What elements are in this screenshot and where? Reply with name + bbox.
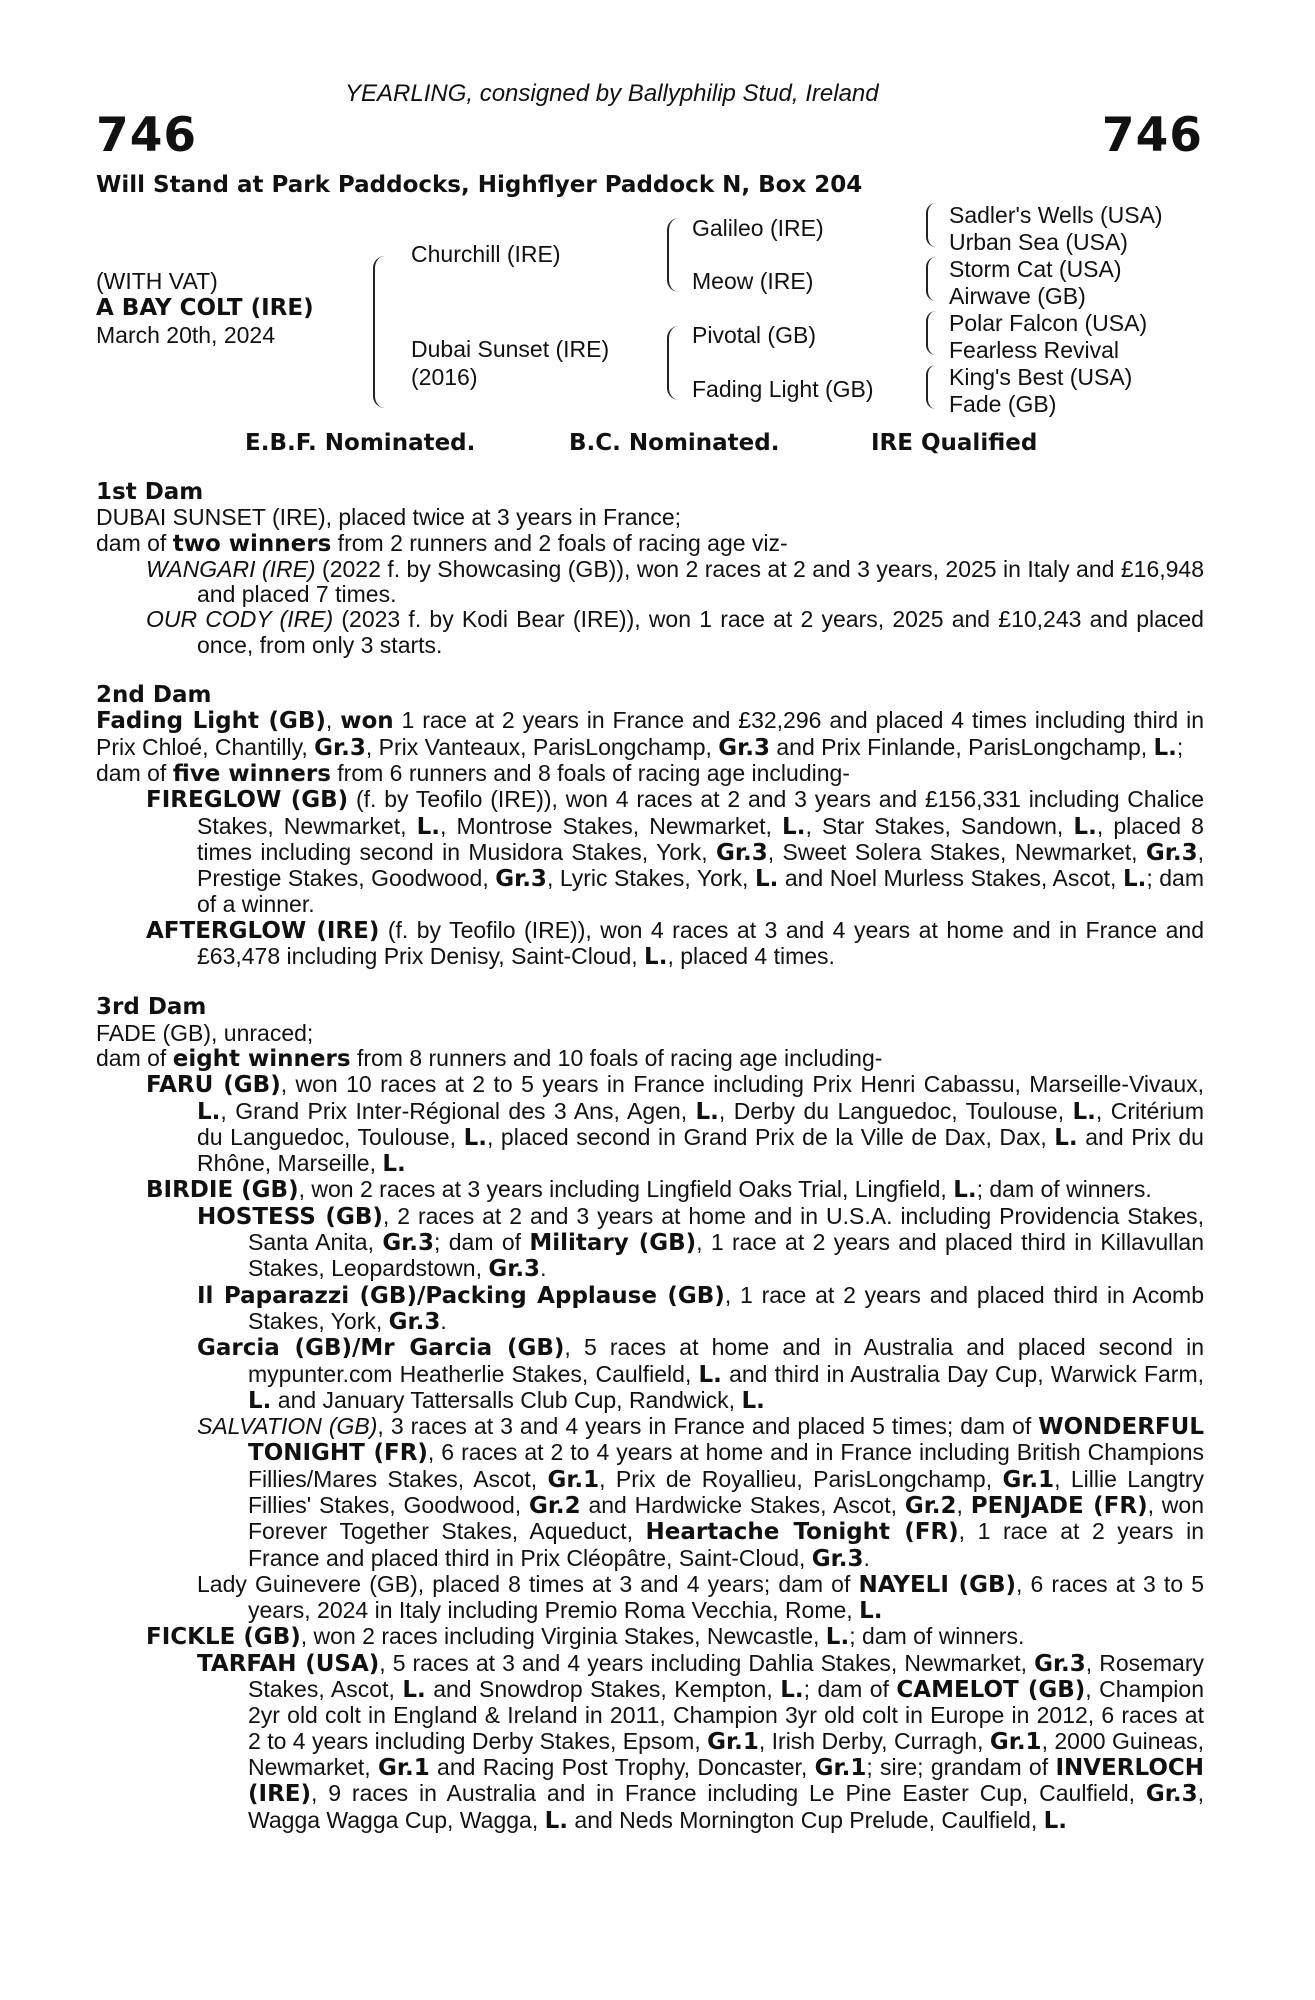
pedigree-g3-7: King's Best (USA) bbox=[949, 364, 1133, 390]
pedigree-dam-dam: Fading Light (GB) bbox=[692, 376, 874, 402]
produce-wangari: WANGARI (IRE) (2022 f. by Showcasing (GB)), won 2 races at 2 and 3 years, 2025 in Italy and £16,948 and placed 7 times. bbox=[146, 555, 1205, 608]
pedigree-sire: Churchill (IRE) bbox=[411, 241, 561, 267]
produce-il-paparazzi: Il Paparazzi (GB)/Packing Applause (GB), 1 race at 2 years and placed third in Acomb Stakes, York, Gr.3. bbox=[197, 1281, 1204, 1335]
pedigree-dam-year: (2016) bbox=[411, 364, 478, 390]
pedigree-brace-g1 bbox=[926, 203, 936, 247]
third-dam-heading: 3rd Dam bbox=[96, 994, 207, 1021]
stand-location: Will Stand at Park Paddocks, Highflyer Paddock N, Box 204 bbox=[96, 172, 863, 198]
pedigree-g3-5: Polar Falcon (USA) bbox=[949, 310, 1148, 336]
pedigree-dam-sire: Pivotal (GB) bbox=[692, 322, 816, 348]
second-dam-record: Fading Light (GB), won 1 race at 2 years in France and £32,296 and placed 4 times including third in Prix Chloé, Chantilly, Gr.3, Prix Vanteaux, ParisLongchamp, Gr.3 and Prix Finlande, ParisLongchamp, L.; bbox=[96, 707, 1205, 761]
first-dam-heading: 1st Dam bbox=[96, 479, 204, 505]
pedigree-brace-sire bbox=[667, 218, 679, 292]
produce-salvation: SALVATION (GB), 3 races at 3 and 4 years in France and placed 5 times; dam of WONDERFUL TONIGHT (FR), 6 races at 2 to 4 years at home and in France including British Champions Fillies/Mares Stakes, Ascot, Gr.1, Prix de Royallieu, ParisLongchamp, Gr.1, Lillie Langtry Fillies' Stakes, Goodwood, Gr.2 and Hardwicke Stakes, Ascot, Gr.2, PENJADE (FR), won Forever Together Stakes, Aqueduct, Heartache Tonight (FR), 1 race at 2 years in France and placed third in Prix Cléopâtre, Saint-Cloud, Gr.3. bbox=[197, 1413, 1204, 1572]
pedigree-brace-g3 bbox=[926, 311, 936, 355]
bc-nomination: B.C. Nominated. bbox=[569, 430, 780, 456]
pedigree-g3-2: Urban Sea (USA) bbox=[949, 229, 1128, 255]
pedigree-brace-dam bbox=[667, 326, 679, 400]
vat-note: (WITH VAT) bbox=[96, 268, 218, 294]
pedigree-brace-g4 bbox=[926, 365, 936, 409]
produce-tarfah: TARFAH (USA), 5 races at 3 and 4 years including Dahlia Stakes, Newmarket, Gr.3, Rosemary Stakes, Ascot, L. and Snowdrop Stakes, Kempton, L.; dam of CAMELOT (GB), Champion 2yr old colt in England & Ireland in 2011, Champion 3yr old colt in Europe in 2012, 6 races at 2 to 4 years including Derby Stakes, Epsom, Gr.1, Irish Derby, Curragh, Gr.1, 2000 Guineas, Newmarket, Gr.1 and Racing Post Trophy, Doncaster, Gr.1; sire; grandam of INVERLOCH (IRE), 9 races in Australia and in France including Le Pine Easter Cup, Caulfield, Gr.3, Wagga Wagga Cup, Wagga, L. and Neds Mornington Cup Prelude, Caulfield, L. bbox=[197, 1649, 1205, 1834]
produce-birdie: BIRDIE (GB), won 2 races at 3 years including Lingfield Oaks Trial, Lingfield, L.; dam of winners. bbox=[146, 1176, 1152, 1204]
pedigree-g3-8: Fade (GB) bbox=[949, 391, 1057, 417]
pedigree-g3-3: Storm Cat (USA) bbox=[949, 256, 1122, 282]
produce-faru: FARU (GB), won 10 races at 2 to 5 years in France including Prix Henri Cabassu, Marseille-Vivaux, L., Grand Prix Inter-Régional des 3 Ans, Agen, L., Derby du Languedoc, Toulouse, L., Critérium du Languedoc, Toulouse, L., placed second in Grand Prix de la Ville de Dax, Dax, L. and Prix du Rhône, Marseille, L. bbox=[146, 1071, 1204, 1178]
ire-qualification: IRE Qualified bbox=[871, 430, 1038, 456]
pedigree-sire-dam: Meow (IRE) bbox=[692, 268, 814, 294]
produce-hostess: HOSTESS (GB), 2 races at 2 and 3 years at home and in U.S.A. including Providencia Stakes, Santa Anita, Gr.3; dam of Military (GB), 1 race at 2 years and placed third in Killavullan Stakes, Leopardstown, Gr.3. bbox=[197, 1202, 1205, 1283]
pedigree-g3-1: Sadler's Wells (USA) bbox=[949, 202, 1163, 228]
consignment-line: YEARLING, consigned by Ballyphilip Stud, Ireland bbox=[345, 80, 879, 107]
lot-number-left: 746 bbox=[96, 108, 198, 163]
pedigree-brace-g2 bbox=[926, 257, 936, 301]
pedigree-brace-main bbox=[373, 256, 387, 408]
horse-name: A BAY COLT (IRE) bbox=[96, 295, 314, 321]
dam-line-text bbox=[96, 480, 1204, 1834]
pedigree-sire-sire: Galileo (IRE) bbox=[692, 215, 824, 241]
produce-lady-guinevere: Lady Guinevere (GB), placed 8 times at 3 and 4 years; dam of NAYELI (GB), 6 races at 3 to 5 years, 2024 in Italy including Premio Roma Vecchia, Rome, L. bbox=[197, 1570, 1204, 1625]
produce-garcia: Garcia (GB)/Mr Garcia (GB), 5 races at home and in Australia and placed second in mypunter.com Heatherlie Stakes, Caulfield, L. and third in Australia Day Cup, Warwick Farm, L. and January Tattersalls Club Cup, Randwick, L. bbox=[197, 1334, 1205, 1414]
first-dam-line: DUBAI SUNSET (IRE), placed twice at 3 years in France; bbox=[96, 504, 681, 531]
second-dam-produce-summary: dam of five winners from 6 runners and 8 foals of racing age including- bbox=[96, 759, 850, 787]
pedigree-dam: Dubai Sunset (IRE) bbox=[411, 336, 610, 362]
lot-number-right: 746 bbox=[1101, 108, 1203, 163]
third-dam-line: FADE (GB), unraced; bbox=[96, 1019, 314, 1046]
pedigree-g3-6: Fearless Revival bbox=[949, 337, 1119, 363]
first-dam-produce-summary: dam of two winners from 2 runners and 2 foals of racing age viz- bbox=[96, 529, 788, 557]
foaling-date: March 20th, 2024 bbox=[96, 322, 276, 348]
produce-fireglow: FIREGLOW (GB) (f. by Teofilo (IRE)), won 4 races at 2 and 3 years and £156,331 including Chalice Stakes, Newmarket, L., Montrose Stakes, Newmarket, L., Star Stakes, Sandown, L., placed 8 times including second in Musidora Stakes, York, Gr.3, Sweet Solera Stakes, Newmarket, Gr.3, Prestige Stakes, Goodwood, Gr.3, Lyric Stakes, York, L. and Noel Murless Stakes, Ascot, L.; dam of a winner. bbox=[146, 786, 1204, 918]
produce-our-cody: OUR CODY (IRE) (2023 f. by Kodi Bear (IRE)), won 1 race at 2 years, 2025 and £10,243 and placed once, from only 3 starts. bbox=[146, 606, 1204, 658]
pedigree-g3-4: Airwave (GB) bbox=[949, 283, 1086, 309]
produce-fickle: FICKLE (GB), won 2 races including Virginia Stakes, Newcastle, L.; dam of winners. bbox=[146, 1623, 1025, 1651]
produce-afterglow: AFTERGLOW (IRE) (f. by Teofilo (IRE)), won 4 races at 3 and 4 years at home and in France and £63,478 including Prix Denisy, Saint-Cloud, L., placed 4 times. bbox=[146, 916, 1204, 971]
third-dam-produce-summary: dam of eight winners from 8 runners and 10 foals of racing age including- bbox=[96, 1044, 883, 1072]
second-dam-heading: 2nd Dam bbox=[96, 682, 212, 709]
ebf-nomination: E.B.F. Nominated. bbox=[245, 430, 476, 456]
